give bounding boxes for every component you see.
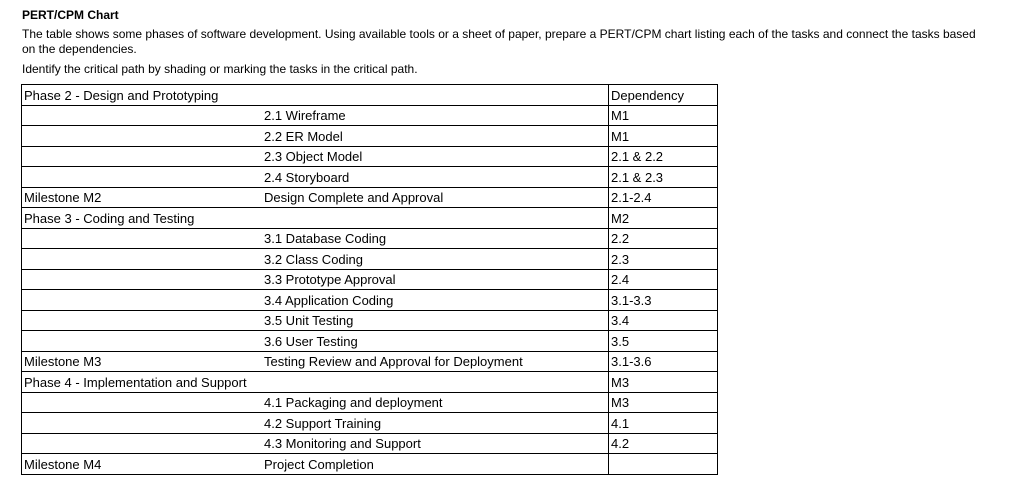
table-row xyxy=(22,454,718,475)
task-cell xyxy=(262,85,609,106)
phase-cell: Milestone M2 xyxy=(22,187,263,208)
phase-cell xyxy=(22,105,263,126)
table-row xyxy=(22,351,718,372)
task-cell: 2.4 Storyboard xyxy=(262,167,609,188)
table-row xyxy=(22,290,718,311)
task-cell: Testing Review and Approval for Deployment xyxy=(262,351,609,372)
phase-cell xyxy=(22,249,263,270)
dependency-cell: M3 xyxy=(609,392,718,413)
task-cell: 3.1 Database Coding xyxy=(262,228,609,249)
table-row xyxy=(22,146,718,167)
phase-cell: Phase 3 - Coding and Testing xyxy=(22,208,263,229)
intro-paragraph: The table shows some phases of software development. Using available tools or a sheet of paper, prepare a PERT/CPM chart listing each of the tasks and connect the tasks based on the dependencies. xyxy=(22,27,976,56)
phase-cell: Phase 4 - Implementation and Support xyxy=(22,372,263,393)
dependency-cell: M3 xyxy=(609,372,718,393)
task-cell xyxy=(262,208,609,229)
phase-cell xyxy=(22,290,263,311)
dependency-cell: 4.2 xyxy=(609,433,718,454)
table-row xyxy=(22,310,718,331)
dependency-cell: 4.1 xyxy=(609,413,718,434)
task-cell: 2.3 Object Model xyxy=(262,146,609,167)
table-row xyxy=(22,433,718,454)
phase-cell xyxy=(22,310,263,331)
dependency-cell: 3.4 xyxy=(609,310,718,331)
dependency-cell: Dependency xyxy=(609,85,718,106)
table-row xyxy=(22,126,718,147)
table-row xyxy=(22,208,718,229)
phase-cell xyxy=(22,433,263,454)
phase-cell xyxy=(22,228,263,249)
phase-cell xyxy=(22,146,263,167)
task-cell: 3.6 User Testing xyxy=(262,331,609,352)
dependency-cell: 2.3 xyxy=(609,249,718,270)
dependency-cell: 2.1 & 2.2 xyxy=(609,146,718,167)
task-cell: Project Completion xyxy=(262,454,609,475)
task-cell xyxy=(262,372,609,393)
tasks-table xyxy=(21,84,718,475)
task-cell: 3.3 Prototype Approval xyxy=(262,269,609,290)
task-cell: 4.1 Packaging and deployment xyxy=(262,392,609,413)
phase-cell: Phase 2 - Design and Prototyping xyxy=(22,85,263,106)
dependency-cell: 3.1-3.6 xyxy=(609,351,718,372)
table-row xyxy=(22,413,718,434)
table-row xyxy=(22,392,718,413)
table-row xyxy=(22,105,718,126)
table-row xyxy=(22,167,718,188)
phase-cell xyxy=(22,269,263,290)
table-row xyxy=(22,85,718,106)
dependency-cell: M1 xyxy=(609,126,718,147)
task-cell: Design Complete and Approval xyxy=(262,187,609,208)
dependency-cell: M1 xyxy=(609,105,718,126)
phase-cell: Milestone M3 xyxy=(22,351,263,372)
table-row xyxy=(22,372,718,393)
task-cell: 3.2 Class Coding xyxy=(262,249,609,270)
task-cell: 4.2 Support Training xyxy=(262,413,609,434)
phase-cell: Milestone M4 xyxy=(22,454,263,475)
dependency-cell: 2.2 xyxy=(609,228,718,249)
task-cell: 3.5 Unit Testing xyxy=(262,310,609,331)
dependency-cell: 3.1-3.3 xyxy=(609,290,718,311)
phase-cell xyxy=(22,126,263,147)
instruction-text: Identify the critical path by shading or marking the tasks in the critical path. xyxy=(22,62,418,76)
task-cell: 4.3 Monitoring and Support xyxy=(262,433,609,454)
table-row xyxy=(22,269,718,290)
dependency-cell: 2.4 xyxy=(609,269,718,290)
dependency-cell: 2.1 & 2.3 xyxy=(609,167,718,188)
table-row xyxy=(22,249,718,270)
phase-cell xyxy=(22,392,263,413)
table-row xyxy=(22,331,718,352)
dependency-cell: 2.1-2.4 xyxy=(609,187,718,208)
phase-cell xyxy=(22,167,263,188)
task-cell: 2.2 ER Model xyxy=(262,126,609,147)
task-cell: 2.1 Wireframe xyxy=(262,105,609,126)
dependency-cell xyxy=(609,454,718,475)
document-title: PERT/CPM Chart xyxy=(22,8,119,22)
table-row xyxy=(22,228,718,249)
task-cell: 3.4 Application Coding xyxy=(262,290,609,311)
phase-cell xyxy=(22,331,263,352)
phase-cell xyxy=(22,413,263,434)
dependency-cell: 3.5 xyxy=(609,331,718,352)
table-row xyxy=(22,187,718,208)
dependency-cell: M2 xyxy=(609,208,718,229)
